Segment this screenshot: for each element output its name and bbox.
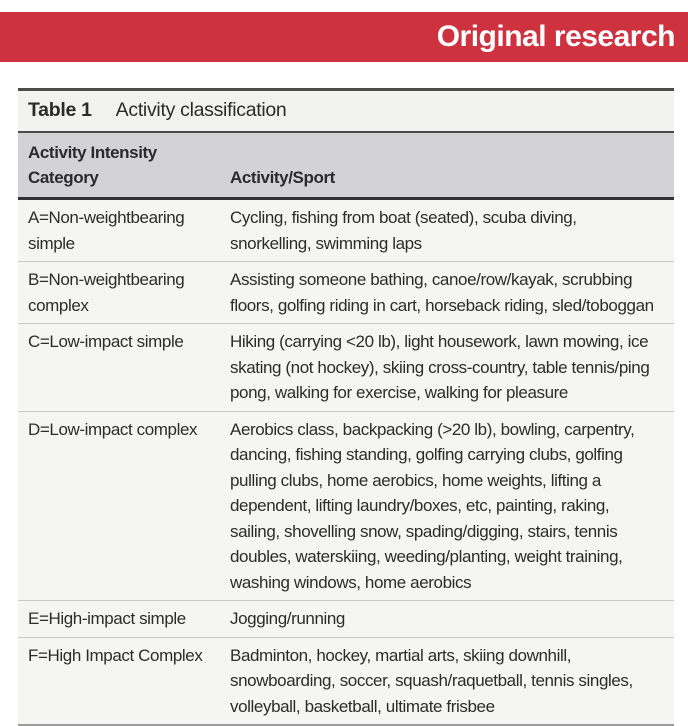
activity-classification-table xyxy=(18,88,674,726)
category-cell: C=Low-impact simple xyxy=(28,332,184,351)
table-title-text: Activity classification xyxy=(115,99,287,121)
table-caption xyxy=(18,88,674,131)
activities-cell: Assisting someone bathing, canoe/row/kayak, scrubbing floors, golfing riding in cart, horseback riding, sled/toboggan xyxy=(230,270,654,315)
table-row xyxy=(18,200,674,261)
original-research-banner xyxy=(0,12,688,62)
column-header-activity: Activity/Sport xyxy=(230,168,335,187)
banner-label: Original research xyxy=(436,20,675,53)
category-cell: B=Non-weightbearing complex xyxy=(28,270,185,315)
activities-cell: Cycling, fishing from boat (seated), scuba diving, snorkelling, swimming laps xyxy=(230,208,577,253)
column-header-category: Activity Intensity Category xyxy=(28,143,157,187)
table-row xyxy=(18,637,674,725)
category-cell: D=Low-impact complex xyxy=(28,419,198,439)
table-body xyxy=(18,200,674,726)
activities-cell: Hiking (carrying <20 lb), light housework, lawn mowing, ice skating (not hockey), skiing cross-country, table tennis/ping pong, walking for exercise, walking for pleasure xyxy=(230,332,650,402)
activities-cell: Jogging/running xyxy=(230,609,345,628)
category-cell: E=High-impact simple xyxy=(28,609,186,628)
activities-cell: Badminton, hockey, martial arts, skiing downhill, snowboarding, soccer, squash/raquetball, tennis singles, volleyball, basketball, ultimate frisbee xyxy=(230,645,633,716)
table-header-row xyxy=(18,131,674,200)
category-cell: F=High Impact Complex xyxy=(28,645,203,665)
table-number: Table 1 xyxy=(28,99,92,121)
category-cell: A=Non-weightbearing simple xyxy=(28,208,185,253)
table-row xyxy=(18,411,674,601)
table-row xyxy=(18,261,674,323)
table-row xyxy=(18,323,674,411)
table-row xyxy=(18,600,674,637)
activities-cell: Aerobics class, backpacking (>20 lb), bowling, carpentry, dancing, fishing standing, golfing carrying clubs, golfing pulling clubs, home aerobics, home weights, lifting a dependent, lifting laundry/boxes, etc, painting, raking, sailing, shovelling snow, spading/digging, stairs, tennis doubles, waterskiing, weeding/planting, weight training, washing windows, home aerobics xyxy=(230,419,635,592)
